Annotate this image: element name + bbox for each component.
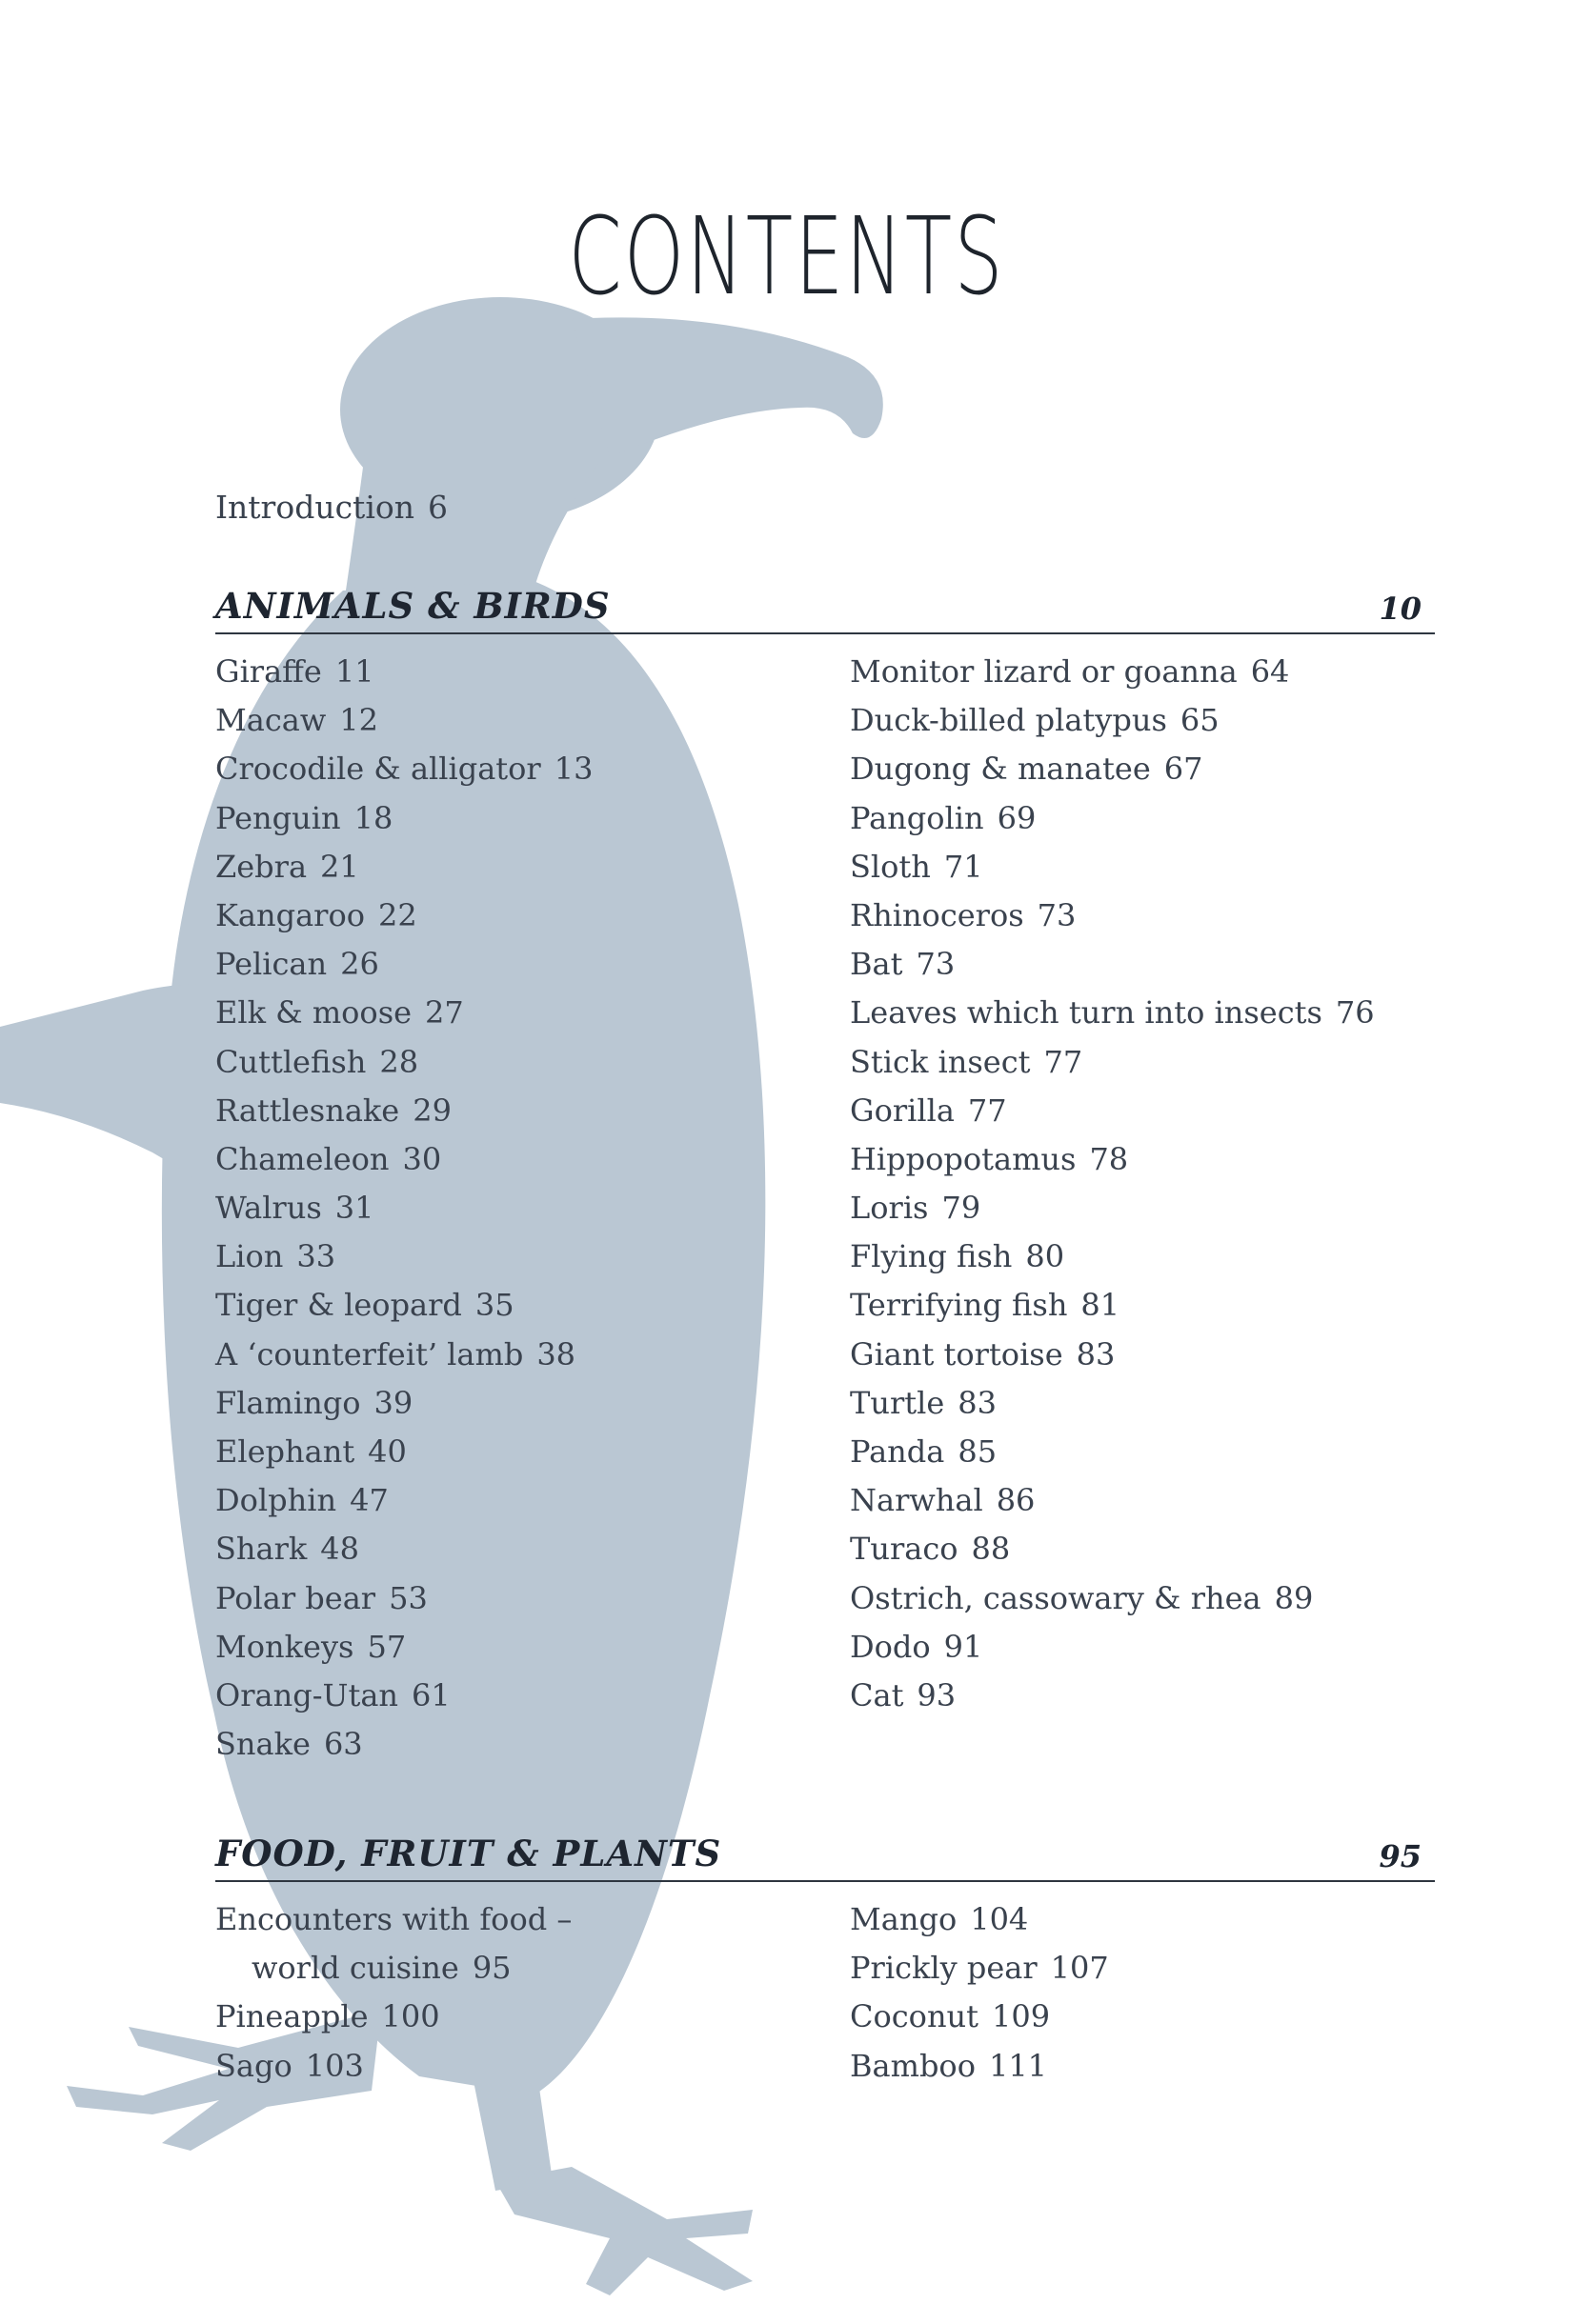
entry-title: Macaw [215, 702, 327, 739]
toc-entry [215, 989, 593, 1037]
entry-page: 95 [472, 1950, 512, 1987]
entry-page: 22 [377, 896, 417, 933]
entry-page: 13 [554, 751, 594, 788]
entry-title: Cat [850, 1676, 904, 1713]
entry-title: Dodo [850, 1628, 931, 1665]
entry-page: 61 [412, 1676, 451, 1713]
entry-page: 104 [970, 1901, 1029, 1937]
entry-page: 31 [334, 1190, 374, 1227]
entry-title: Lion [215, 1238, 284, 1275]
entry-page: 39 [373, 1384, 413, 1421]
toc-entry [215, 1623, 593, 1672]
page-title: CONTENTS [568, 195, 1005, 319]
entry-title: Prickly pear [850, 1950, 1038, 1987]
toc-entry [215, 1944, 572, 1993]
section-food-fruit-plants [215, 1833, 1435, 2084]
entry-title: Encounters with food – [215, 1901, 573, 1937]
entry-page: 26 [340, 946, 379, 983]
toc-entry [850, 745, 1375, 793]
toc-entry [850, 1672, 1375, 1720]
entry-title: Cuttlefish [215, 1043, 367, 1080]
entry-title: Dolphin [215, 1482, 337, 1519]
entry-title: Sago [215, 2047, 292, 2084]
entry-page: 80 [1025, 1238, 1065, 1275]
entry-title: Zebra [215, 848, 308, 885]
entry-page: 11 [334, 653, 374, 690]
entry-page: 77 [967, 1092, 1007, 1129]
toc-entry [850, 1525, 1375, 1573]
entry-title: A ‘counterfeit’ lamb [215, 1335, 524, 1372]
entry-page: 18 [353, 799, 393, 836]
entry-title: Rattlesnake [215, 1092, 400, 1129]
entry-page: 88 [971, 1531, 1011, 1568]
toc-entry [850, 1623, 1375, 1672]
entry-title: Pangolin [850, 799, 984, 836]
entry-page: 111 [988, 2047, 1048, 2084]
entry-title: Walrus [215, 1190, 322, 1227]
entry-page: 28 [379, 1043, 419, 1080]
entry-title: world cuisine [252, 1950, 459, 1987]
entry-title: Mango [850, 1901, 958, 1937]
toc-entry [850, 1993, 1109, 2041]
toc-entry [850, 1574, 1375, 1623]
toc-entry [850, 1331, 1375, 1379]
toc-entry [215, 2042, 572, 2091]
toc-entry [850, 648, 1375, 696]
section-header [215, 1834, 1435, 1876]
entry-page: 48 [320, 1531, 360, 1568]
entry-title: Shark [215, 1531, 308, 1568]
toc-entry [850, 1379, 1375, 1428]
entry-page: 76 [1335, 994, 1375, 1032]
entry-page: 6 [428, 489, 448, 526]
toc-entry [850, 843, 1375, 892]
entry-title: Crocodile & alligator [215, 751, 541, 788]
entry-title: Dugong & manatee [850, 751, 1151, 788]
entry-title: Bat [850, 946, 903, 983]
entry-page: 109 [992, 1998, 1051, 2035]
left-column [215, 1895, 572, 2091]
entry-page: 78 [1089, 1140, 1129, 1177]
toc-entry [850, 1428, 1375, 1476]
entry-title: Coconut [850, 1998, 979, 2035]
entry-title: Flamingo [215, 1384, 361, 1421]
toc-entry [215, 1428, 593, 1476]
entry-title: Giant tortoise [850, 1335, 1063, 1372]
section-rule [215, 632, 1435, 634]
entry-page: 71 [943, 848, 983, 885]
entry-title: Polar bear [215, 1579, 376, 1616]
entry-page: 93 [917, 1676, 957, 1713]
entry-page: 107 [1050, 1950, 1109, 1987]
section-rule [215, 1880, 1435, 1882]
entry-page: 30 [402, 1140, 442, 1177]
entry-title: Giraffe [215, 653, 322, 690]
entry-title: Kangaroo [215, 896, 365, 933]
toc-entry [215, 1895, 572, 1944]
toc-entry [850, 1895, 1109, 1944]
toc-entry [850, 2042, 1109, 2091]
entry-page: 85 [958, 1433, 998, 1470]
toc-entry [850, 989, 1375, 1037]
entry-page: 100 [381, 1998, 440, 2035]
entry-page: 73 [916, 946, 956, 983]
toc-entry [215, 794, 593, 843]
entry-page: 21 [320, 848, 359, 885]
entry-page: 65 [1180, 702, 1220, 739]
toc-entry [850, 1184, 1375, 1232]
entry-title: Monitor lizard or goanna [850, 653, 1238, 690]
section-header [215, 587, 1435, 629]
toc-entry [215, 696, 593, 745]
entry-title: Narwhal [850, 1482, 983, 1519]
toc-entry [215, 940, 593, 989]
entry-page: 33 [296, 1238, 336, 1275]
entry-title: Elephant [215, 1433, 355, 1470]
toc-entry [215, 1525, 593, 1573]
entry-page: 53 [389, 1579, 428, 1616]
toc-entry [850, 1944, 1109, 1993]
entry-title: Bamboo [850, 2047, 976, 2084]
entry-page: 79 [941, 1190, 981, 1227]
entry-title: Leaves which turn into insects [850, 994, 1322, 1032]
entry-page: 63 [323, 1726, 363, 1763]
entry-title: Turtle [850, 1384, 945, 1421]
toc-entry [850, 1476, 1375, 1525]
entry-title: Loris [850, 1190, 929, 1227]
entry-title: Flying fish [850, 1238, 1013, 1275]
toc-entry [215, 1993, 572, 2041]
toc-entry [215, 1331, 593, 1379]
entry-title: Chameleon [215, 1140, 390, 1177]
toc-entry [850, 892, 1375, 940]
toc-entry [215, 1038, 593, 1087]
entry-title: Pelican [215, 946, 328, 983]
entry-title: Penguin [215, 799, 341, 836]
entry-title: Pineapple [215, 1998, 369, 2035]
toc-entry [850, 1232, 1375, 1281]
toc-entry [215, 1135, 593, 1184]
entry-title: Monkeys [215, 1628, 354, 1665]
section-title: ANIMALS & BIRDS [215, 585, 611, 627]
toc-entry [215, 1281, 593, 1330]
toc-entry [850, 1135, 1375, 1184]
entry-title: Orang-Utan [215, 1676, 399, 1713]
toc-entry [850, 1087, 1375, 1135]
entry-page: 103 [305, 2047, 364, 2084]
entry-page: 64 [1250, 653, 1290, 690]
intro-entry [215, 489, 448, 526]
entry-title: Duck-billed platypus [850, 702, 1167, 739]
entry-title: Snake [215, 1726, 311, 1763]
entry-page: 91 [943, 1628, 983, 1665]
entry-title: Elk & moose [215, 994, 413, 1032]
toc-entry [850, 696, 1375, 745]
entry-page: 57 [367, 1628, 407, 1665]
entry-page: 86 [996, 1482, 1036, 1519]
entry-title: Hippopotamus [850, 1140, 1077, 1177]
toc-entry [215, 745, 593, 793]
entry-page: 89 [1274, 1579, 1314, 1616]
entry-page: 81 [1080, 1287, 1120, 1324]
entry-title: Rhinoceros [850, 896, 1024, 933]
toc-entry [215, 1232, 593, 1281]
entry-title: Panda [850, 1433, 945, 1470]
section-page-number: 10 [1379, 591, 1422, 627]
entry-title: Introduction [215, 489, 414, 526]
entry-title: Stick insect [850, 1043, 1031, 1080]
toc-entry [850, 794, 1375, 843]
toc-entry [215, 892, 593, 940]
entry-page: 73 [1037, 896, 1077, 933]
toc-entry [850, 1281, 1375, 1330]
entry-page: 83 [958, 1384, 997, 1421]
entry-title: Sloth [850, 848, 931, 885]
entry-title: Ostrich, cassowary & rhea [850, 1579, 1261, 1616]
toc-entry [215, 1476, 593, 1525]
right-column [850, 1895, 1109, 2091]
section-animals-birds [215, 585, 1435, 1763]
section-title: FOOD, FRUIT & PLANTS [215, 1833, 722, 1874]
toc-entry [215, 648, 593, 696]
toc-entry [215, 1672, 593, 1720]
entry-page: 27 [425, 994, 464, 1032]
toc-entry [215, 843, 593, 892]
section-page-number: 95 [1379, 1838, 1422, 1874]
entry-page: 47 [350, 1482, 389, 1519]
entry-title: Terrifying fish [850, 1287, 1068, 1324]
entry-title: Gorilla [850, 1092, 955, 1129]
toc-entry [215, 1087, 593, 1135]
toc-entry [215, 1184, 593, 1232]
entry-page: 40 [368, 1433, 407, 1470]
left-column [215, 648, 593, 1769]
toc-entry [215, 1574, 593, 1623]
entry-page: 35 [474, 1287, 514, 1324]
toc-entry [215, 1720, 593, 1769]
entry-page: 69 [997, 799, 1037, 836]
toc-entry [215, 1379, 593, 1428]
right-column [850, 648, 1375, 1720]
entry-page: 77 [1043, 1043, 1083, 1080]
toc-entry [850, 1038, 1375, 1087]
entry-title: Turaco [850, 1531, 958, 1568]
entry-page: 83 [1076, 1335, 1116, 1372]
entry-page: 38 [536, 1335, 576, 1372]
toc-entry [850, 940, 1375, 989]
entry-page: 67 [1163, 751, 1203, 788]
entry-title: Tiger & leopard [215, 1287, 462, 1324]
entry-page: 12 [339, 702, 378, 739]
entry-page: 29 [413, 1092, 452, 1129]
